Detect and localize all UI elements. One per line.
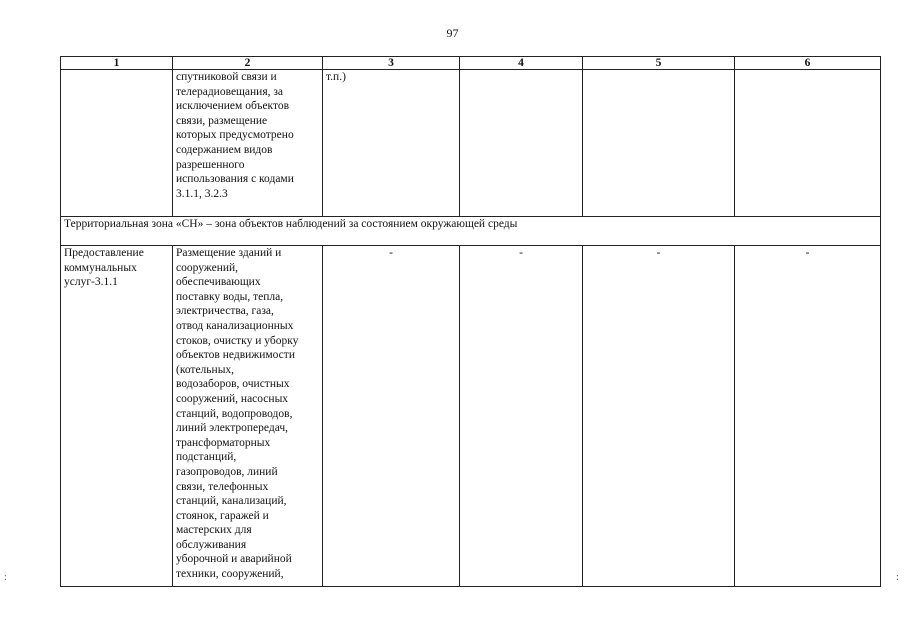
left-margin-mark: : — [4, 572, 7, 583]
column-header-6: 6 — [735, 57, 881, 70]
column-header-5: 5 — [583, 57, 735, 70]
table-header-row — [61, 57, 881, 70]
cell-col4: - — [460, 246, 583, 587]
cell-col6: - — [735, 246, 881, 587]
column-header-2: 2 — [173, 57, 323, 70]
right-margin-mark: : — [896, 572, 899, 583]
regulations-table — [60, 56, 881, 587]
column-header-3: 3 — [323, 57, 460, 70]
cell-col3: т.п.) — [323, 70, 460, 217]
cell-col5 — [583, 70, 735, 217]
cell-use-type — [61, 70, 173, 217]
column-header-4: 4 — [460, 57, 583, 70]
table-row-continuation — [61, 70, 881, 217]
cell-col6 — [735, 70, 881, 217]
cell-description: Размещение зданий и сооружений, обеспечивающих поставку воды, тепла, электричества, газа, отвод канализационных стоков, очистку и уборку объектов недвижимости (котельных, водозаборов, очистных сооружений, насосных станций, водопроводов, линий электропередач, трансформаторных подстанций, газопроводов, линий связи, телефонных станций, канализаций, стоянок, гаражей и мастерских для обслуживания уборочной и аварийной техники, сооружений, — [173, 246, 323, 587]
page-number: 97 — [446, 26, 459, 40]
cell-use-type: Предоставление коммунальных услуг-3.1.1 — [61, 246, 173, 587]
cell-col3: - — [323, 246, 460, 587]
cell-description: спутниковой связи и телерадиовещания, за исключением объектов связи, размещение которых предусмотрено содержанием видов разрешенного использования с кодами 3.1.1, 3.2.3 — [173, 70, 323, 217]
table-row-utilities — [61, 246, 881, 587]
column-header-1: 1 — [61, 57, 173, 70]
cell-col4 — [460, 70, 583, 217]
zone-heading-row — [61, 217, 881, 246]
zone-title: Территориальная зона «СН» – зона объектов наблюдений за состоянием окружающей среды — [61, 217, 881, 246]
cell-col5: - — [583, 246, 735, 587]
